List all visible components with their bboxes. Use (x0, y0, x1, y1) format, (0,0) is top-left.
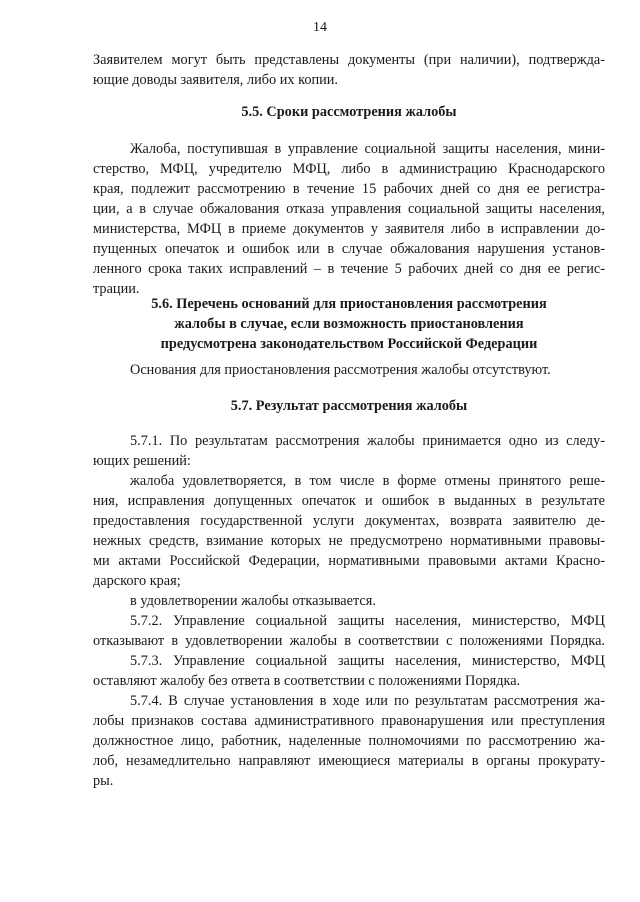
section-5-5-line: края, подлежит рассмотрению в течение 15 рабочих дней со дня ее регистра- (93, 181, 605, 197)
section-5-7-line: ния, исправления допущенных опечаток и ошибок в выданных в результате (93, 493, 605, 509)
section-5-7-line: нежных средств, взимание которых не предусмотрено нормативными правовы- (93, 533, 605, 549)
section-5-6-text: Основания для приостановления рассмотрения жалобы отсутствуют. (130, 362, 551, 378)
section-5-6-heading: предусмотрена законодательством Российской Федерации (160, 336, 538, 352)
section-5-7-line: лобы признаков состава административного правонарушения или преступления (93, 713, 605, 729)
intro-line: Заявителем могут быть представлены документы (при наличии), подтвержда- (93, 52, 605, 68)
section-5-7-line: дарского края; (93, 573, 181, 589)
section-5-7-line: 5.7.3. Управление социальной защиты населения, министерство, МФЦ (130, 653, 605, 669)
section-5-5-line: Жалоба, поступившая в управление социальной защиты населения, мини- (130, 141, 605, 157)
section-5-5-line: пущенных опечаток и ошибок или в случае обжалования нарушения установ- (93, 241, 605, 257)
section-5-7-heading: 5.7. Результат рассмотрения жалобы (230, 398, 468, 414)
section-5-7-line: должностное лицо, работник, наделенные полномочиями по рассмотрению жа- (93, 733, 605, 749)
section-5-7-line: 5.7.1. По результатам рассмотрения жалобы принимается одно из следу- (130, 433, 605, 449)
section-5-7-line: оставляют жалобу без ответа в соответствии с положениями Порядка. (93, 673, 521, 689)
section-5-7-line: 5.7.4. В случае установления в ходе или по результатам рассмотрения жа- (130, 693, 605, 709)
section-5-5-line: стерство, МФЦ, учредителю МФЦ, либо в администрацию Краснодарского (93, 161, 605, 177)
section-5-7-line: лоб, незамедлительно направляют имеющиеся материалы в органы прокурату- (93, 753, 605, 769)
section-5-5-line: трации. (93, 281, 140, 297)
section-5-7-line: ющих решений: (93, 453, 191, 469)
section-5-5-heading: 5.5. Сроки рассмотрения жалобы (241, 104, 457, 120)
section-5-6-heading: 5.6. Перечень оснований для приостановления рассмотрения (151, 296, 547, 312)
section-5-6-heading: жалобы в случае, если возможность приостановления (174, 316, 524, 332)
section-5-7-line: жалоба удовлетворяется, в том числе в форме отмены принятого реше- (130, 473, 605, 489)
section-5-7-line: ры. (93, 773, 114, 789)
section-5-7-line: ми актами Российской Федерации, нормативными правовыми актами Красно- (93, 553, 605, 569)
section-5-5-line: ленного срока таких исправлений – в течение 5 рабочих дней со дня ее регис- (93, 261, 605, 277)
section-5-7-line: 5.7.2. Управление социальной защиты населения, министерство, МФЦ (130, 613, 605, 629)
section-5-5-line: министерства, МФЦ в приеме документов у заявителя либо в исправлении до- (93, 221, 605, 237)
page-number: 14 (313, 20, 327, 35)
section-5-5-line: ции, а в случае обжалования отказа управления социальной защиты населения, (93, 201, 605, 217)
section-5-7-line: отказывают в удовлетворении жалобы в соответствии с положениями Порядка. (93, 633, 605, 649)
section-5-7-line: в удовлетворении жалобы отказывается. (130, 593, 376, 609)
intro-line: ющие доводы заявителя, либо их копии. (93, 72, 339, 88)
section-5-7-line: предоставления государственной услуги документах, возврата заявителю де- (93, 513, 605, 529)
